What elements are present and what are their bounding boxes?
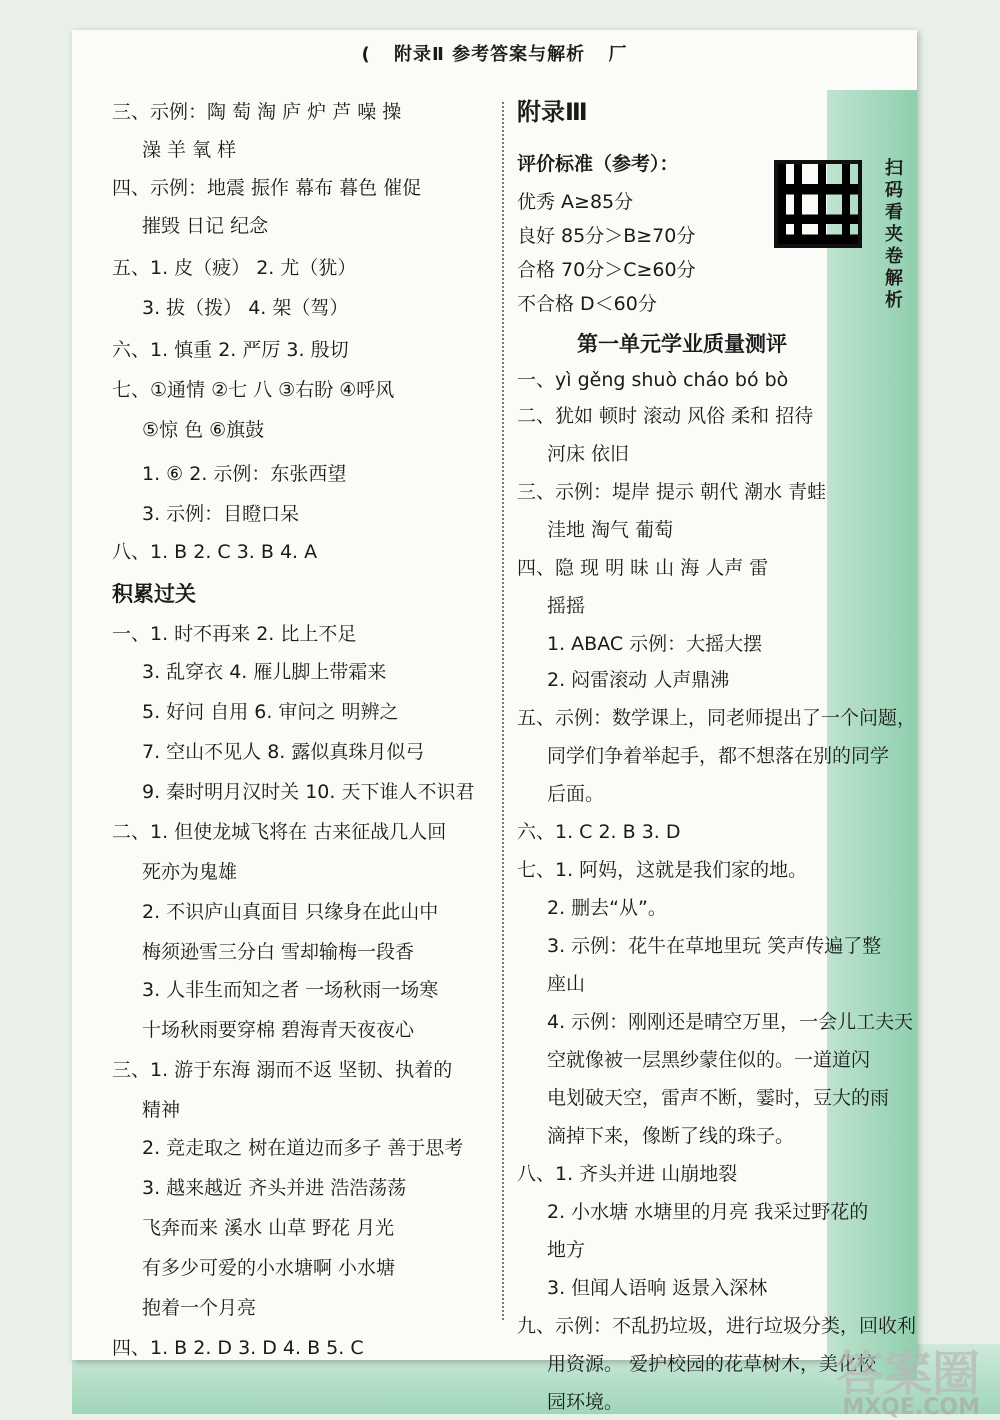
section-title: 第一单元学业质量测评 (577, 332, 787, 356)
answer-line: 3. 越来越近 齐头并进 浩浩荡荡 (142, 1177, 407, 1199)
answer-line: 五、示例：数学课上，同老师提出了一个问题， (517, 707, 917, 729)
answer-line: 四、示例：地震 振作 幕布 暮色 催促 (112, 177, 422, 199)
answer-line: 5. 好问 自用 6. 审问之 明辨之 (142, 701, 399, 723)
answer-line: 六、1. 慎重 2. 严厉 3. 殷切 (112, 339, 349, 361)
header-title: 附录Ⅱ 参考答案与解析 (394, 44, 586, 65)
answer-line: 摧毁 日记 纪念 (142, 215, 269, 237)
answer-line: 十场秋雨要穿棉 碧海青天夜夜心 (142, 1019, 415, 1041)
criteria-good: 良好 85分＞B≥70分 (517, 225, 696, 247)
answer-line: 三、示例：陶 萄 淘 庐 炉 芦 噪 操 (112, 101, 402, 123)
answer-line: 四、隐 现 明 昧 山 海 人声 雷 (517, 557, 769, 579)
answer-line: 地方 (547, 1239, 586, 1261)
answer-line: 1. ABAC 示例：大摇大摆 (547, 633, 763, 655)
answer-line: 五、1. 皮（疲） 2. 尤（犹） (112, 257, 357, 279)
qr-caption: 扫码看夹卷解析 (885, 158, 903, 311)
answer-line: 后面。 (547, 783, 605, 805)
column-divider (502, 102, 505, 1320)
answer-line: 四、1. B 2. D 3. D 4. B 5. C (112, 1337, 364, 1359)
watermark-logo: 答案圈 (835, 1346, 980, 1402)
answer-line: 精神 (142, 1099, 181, 1121)
answer-line: 3. 示例：花牛在草地里玩 笑声传遍了整 (547, 935, 882, 957)
header-left-mark: ( (361, 44, 371, 65)
answer-line: 二、犹如 顿时 滚动 风俗 柔和 招待 (517, 405, 814, 427)
watermark-site: MXQE.COM (842, 1395, 980, 1420)
answer-line: 澡 羊 氧 样 (142, 139, 237, 161)
criteria-fail: 不合格 D＜60分 (517, 293, 657, 315)
answer-line: 座山 (547, 973, 586, 995)
answer-line: 二、1. 但使龙城飞将在 古来征战几人回 (112, 821, 447, 843)
answer-line: 9. 秦时明月汉时关 10. 天下谁人不识君 (142, 781, 475, 803)
answer-line: 抱着一个月亮 (142, 1297, 257, 1319)
answer-line: 飞奔而来 溪水 山草 野花 月光 (142, 1217, 395, 1239)
answer-line: 空就像被一层黑纱蒙住似的。一道道闪 (547, 1049, 871, 1071)
answer-line: 九、示例：不乱扔垃圾，进行垃圾分类，回收利 (517, 1315, 917, 1337)
answer-line: 七、1. 阿妈，这就是我们家的地。 (517, 859, 808, 881)
answer-line: 八、1. 齐头并进 山崩地裂 (517, 1163, 738, 1185)
answer-line: 梅须逊雪三分白 雪却输梅一段香 (142, 941, 415, 963)
answer-line: ⑤惊 色 ⑥旗鼓 (142, 419, 265, 441)
answer-line: 4. 示例：刚刚还是晴空万里，一会儿工夫天 (547, 1011, 914, 1033)
header-right-mark: 厂 (608, 44, 628, 65)
answer-line: 3. 拔（拨） 4. 架（驾） (142, 297, 349, 319)
criteria-excellent: 优秀 A≥85分 (517, 191, 634, 213)
answer-line: 滴掉下来，像断了线的珠子。 (547, 1125, 795, 1147)
page-header (72, 40, 917, 78)
section-heading: 积累过关 (112, 582, 196, 606)
answer-line: 用资源。 爱护校园的花草树木，美化校 (547, 1353, 877, 1375)
answer-line: 园环境。 (547, 1391, 624, 1413)
answer-line: 3. 乱穿衣 4. 雁儿脚上带霜来 (142, 661, 387, 683)
answer-line: 3. 但闻人语响 返景入深林 (547, 1277, 768, 1299)
answer-line: 3. 示例：目瞪口呆 (142, 503, 300, 525)
qr-code[interactable] (774, 160, 862, 248)
answer-line: 2. 闷雷滚动 人声鼎沸 (547, 669, 730, 691)
appendix-title: 附录Ⅲ (517, 98, 588, 126)
answer-line: 1. ⑥ 2. 示例：东张西望 (142, 463, 347, 485)
answer-line: 一、yì gěng shuò cháo bó bò (517, 369, 789, 391)
answer-line: 7. 空山不见人 8. 露似真珠月似弓 (142, 741, 425, 763)
answer-line: 八、1. B 2. C 3. B 4. A (112, 541, 318, 563)
answer-line: 2. 不识庐山真面目 只缘身在此山中 (142, 901, 439, 923)
answer-line: 一、1. 时不再来 2. 比上不足 (112, 623, 357, 645)
answer-line: 死亦为鬼雄 (142, 861, 238, 883)
answer-line: 三、示例：堤岸 提示 朝代 潮水 青蛙 (517, 481, 827, 503)
answer-line: 七、①通情 ②七 八 ③右盼 ④呼风 (112, 379, 395, 401)
answer-line: 有多少可爱的小水塘啊 小水塘 (142, 1257, 396, 1279)
criteria-title: 评价标准（参考）： (517, 153, 679, 175)
answer-line: 六、1. C 2. B 3. D (517, 821, 681, 843)
answer-line: 3. 人非生而知之者 一场秋雨一场寒 (142, 979, 439, 1001)
criteria-pass: 合格 70分＞C≥60分 (517, 259, 696, 281)
answer-line: 河床 依旧 (547, 443, 630, 465)
answer-line: 2. 小水塘 水塘里的月亮 我采过野花的 (547, 1201, 869, 1223)
answer-line: 洼地 淘气 葡萄 (547, 519, 674, 541)
answer-line: 三、1. 游于东海 溺而不返 坚韧、执着的 (112, 1059, 453, 1081)
answer-line: 2. 删去“从”。 (547, 897, 667, 919)
answer-line: 电划破天空，雷声不断，霎时，豆大的雨 (547, 1087, 890, 1109)
left-column (112, 100, 502, 1359)
answer-line: 摇摇 (547, 595, 586, 617)
answer-line: 2. 竞走取之 树在道边而多子 善于思考 (142, 1137, 464, 1159)
answer-line: 同学们争着举起手，都不想落在别的同学 (547, 745, 890, 767)
